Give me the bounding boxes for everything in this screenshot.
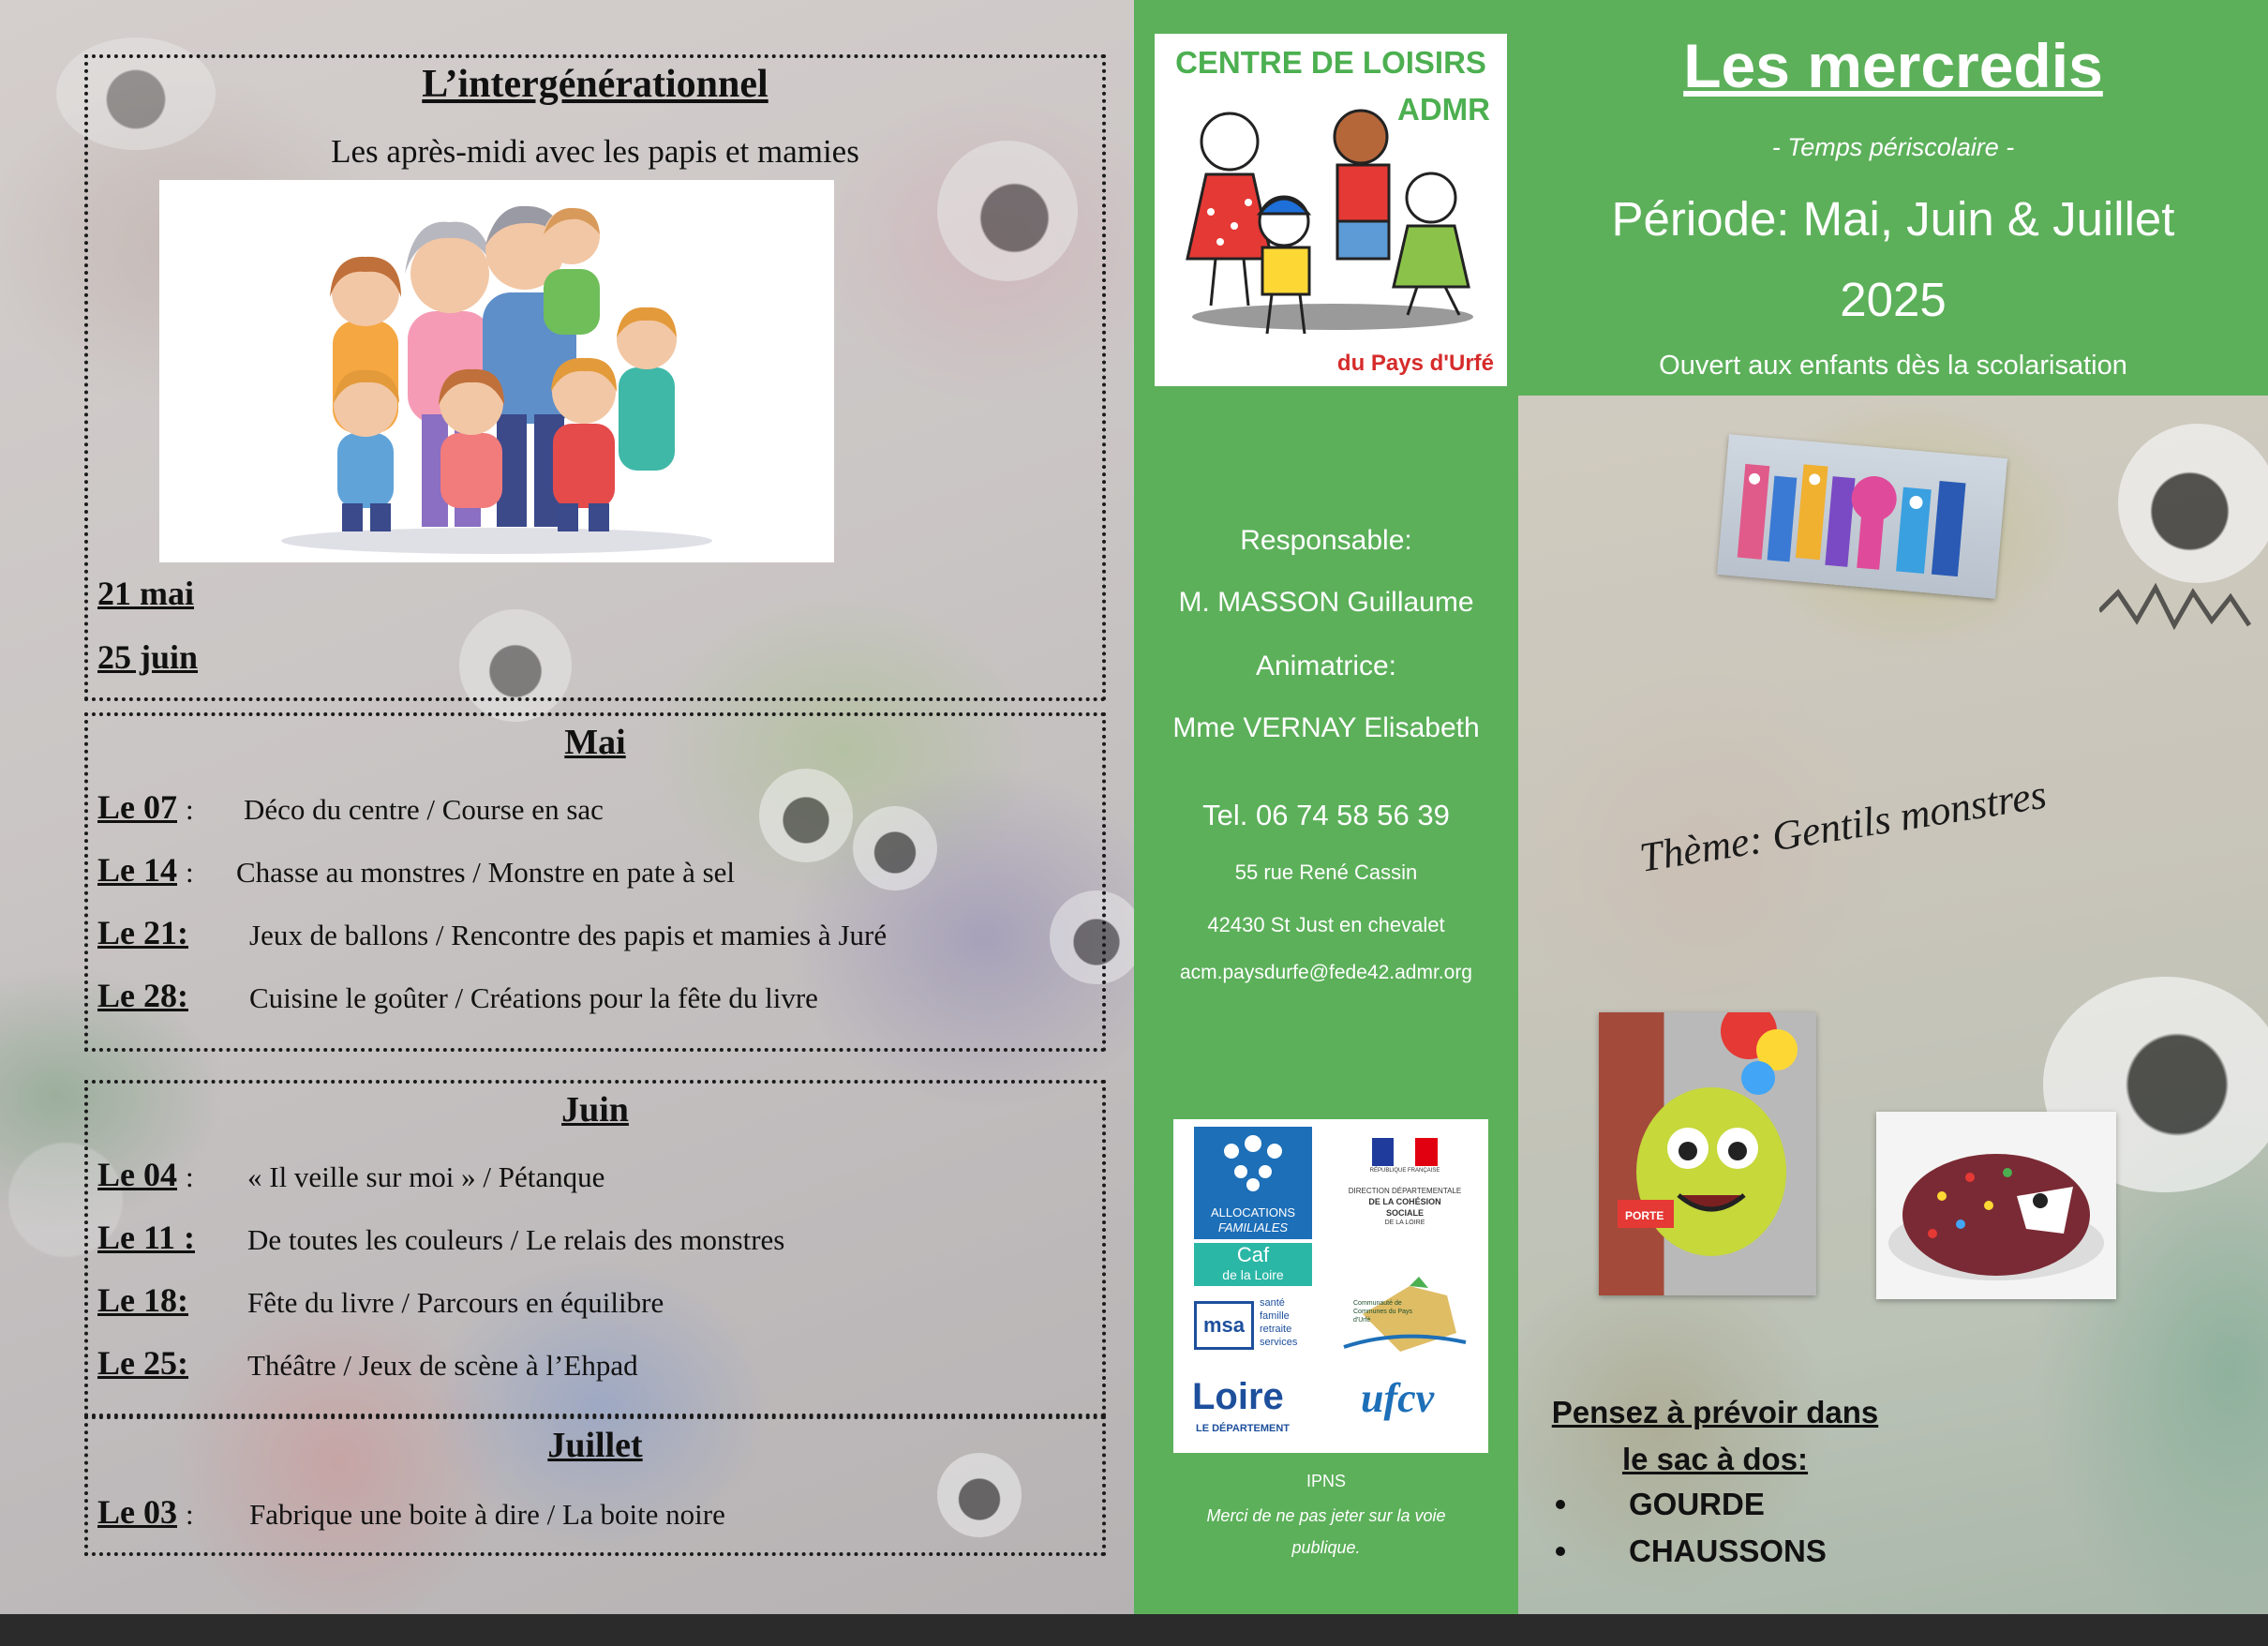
ipns-label: IPNS — [1306, 1472, 1346, 1490]
row-date: Le 11 : — [97, 1219, 195, 1256]
row-sep: : — [186, 1498, 194, 1531]
bag-title: Pensez à prévoir dans — [1551, 1395, 1879, 1429]
page-subtitle: - Temps périscolaire - — [1771, 133, 2015, 161]
mai-title: Mai — [564, 723, 626, 762]
bullet-icon — [1556, 1500, 1565, 1509]
address-line2: 42430 St Just en chevalet — [1207, 913, 1445, 936]
theme-text: Thème: Gentils monstres — [1636, 771, 2050, 881]
page-title: Les mercredis — [1683, 31, 2103, 100]
grandparents-illustration — [159, 180, 834, 562]
msa-line: services — [1260, 1337, 1298, 1348]
intergenerational-subtitle: Les après-midi avec les papis et mamies — [331, 133, 859, 170]
cc-line: Communauté de Communes du Pays d'Urfé — [1353, 1300, 1413, 1324]
monsters-photo — [1717, 434, 2007, 598]
row-activity: De toutes les couleurs / Le relais des monstres — [247, 1223, 785, 1256]
year-text: 2025 — [1840, 273, 1947, 326]
door-monster-photo — [1599, 1012, 1816, 1295]
row-activity: « Il veille sur moi » / Pétanque — [247, 1160, 605, 1193]
responsable-label: Responsable: — [1240, 525, 1412, 556]
period-text: Période: Mai, Juin & Juillet — [1611, 192, 2175, 246]
logo-line3: du Pays d'Urfé — [1336, 351, 1494, 376]
bag-item-label: CHAUSSONS — [1629, 1534, 1827, 1568]
ufcv-logo: ufcv — [1361, 1375, 1435, 1421]
family-icon — [1194, 1127, 1312, 1202]
logo-line1: CENTRE DE LOISIRS — [1175, 45, 1486, 80]
cake-drawing — [1876, 1112, 2116, 1299]
row-date: Le 21: — [97, 914, 188, 951]
monster-cake-photo — [1876, 1112, 2116, 1299]
row-date: Le 14 — [97, 851, 177, 889]
caf-line2: FAMILIALES — [1217, 1220, 1289, 1234]
zigzag-mouth-decoration — [2099, 574, 2268, 649]
caf-emblem — [1194, 1127, 1312, 1239]
footer-note: Merci de ne pas jeter sur la voie publique. — [1206, 1506, 1446, 1557]
marianne-flag — [1372, 1138, 1438, 1166]
cc-logo — [1335, 1277, 1475, 1361]
bag-item-label: GOURDE — [1629, 1487, 1765, 1521]
ddcs-line1: DIRECTION DÉPARTEMENTALE — [1348, 1187, 1462, 1195]
logo-line2: ADMR — [1397, 92, 1490, 127]
middle-panel — [1134, 0, 1518, 1614]
row-date: Le 25: — [97, 1344, 188, 1382]
caf-name-block — [1194, 1243, 1312, 1286]
animatrice-label: Animatrice: — [1255, 651, 1397, 681]
juillet-title: Juillet — [547, 1426, 643, 1465]
ddcs-line2: DE LA COHÉSION — [1368, 1197, 1441, 1206]
row-sep: : — [186, 1160, 194, 1193]
ddcs-line4: DE LA LOIRE — [1384, 1220, 1425, 1226]
loire-name: Loire — [1192, 1376, 1284, 1417]
partners-logos — [1173, 1119, 1488, 1453]
animatrice-name: Mme VERNAY Elisabeth — [1172, 712, 1480, 743]
ddcs-line3: SOCIALE — [1385, 1208, 1424, 1218]
msa-line: famille — [1260, 1310, 1290, 1322]
row-sep: : — [186, 793, 194, 826]
row-date: Le 18: — [97, 1281, 188, 1319]
right-header — [1518, 0, 2268, 396]
ddcs-logo — [1335, 1138, 1475, 1232]
loire-logo — [1192, 1376, 1333, 1442]
kids-drawing — [1155, 34, 1507, 386]
door-sign: PORTE — [1625, 1209, 1664, 1222]
row-date: Le 28: — [97, 977, 188, 1014]
email-link[interactable]: acm.paysdurfe@fede42.admr.org — [1180, 962, 1472, 983]
bullet-icon — [1556, 1547, 1565, 1556]
left-panel — [0, 0, 1134, 1614]
rf-line: RÉPUBLIQUE FRANÇAISE — [1369, 1168, 1440, 1174]
row-activity: Cuisine le goûter / Créations pour la fête du livre — [249, 981, 818, 1014]
row-activity: Chasse au monstres / Monstre en pate à sel — [236, 856, 736, 889]
green-monster-drawing — [1599, 1012, 1816, 1295]
juin-title: Juin — [561, 1090, 629, 1130]
intergenerational-date: 25 juin — [97, 638, 199, 676]
caf-sub: de la Loire — [1222, 1267, 1284, 1282]
msa-line: santé — [1260, 1297, 1285, 1309]
row-date: Le 04 — [97, 1156, 177, 1193]
admr-logo — [1155, 34, 1507, 386]
telephone: Tel. 06 74 58 56 39 — [1202, 799, 1450, 831]
msa-name: msa — [1194, 1301, 1254, 1350]
address-line1: 55 rue René Cassin — [1234, 860, 1418, 884]
row-activity: Théâtre / Jeux de scène à l’Ehpad — [247, 1349, 638, 1382]
row-activity: Fabrique une boite à dire / La boite noire — [249, 1498, 725, 1531]
caf-line1: ALLOCATIONS — [1210, 1205, 1296, 1220]
caf-name: Caf — [1236, 1243, 1270, 1266]
bag-title: le sac à dos: — [1621, 1442, 1809, 1476]
msa-logo — [1194, 1295, 1312, 1352]
family-drawing — [159, 180, 834, 562]
open-text: Ouvert aux enfants dès la scolarisation — [1659, 351, 2127, 381]
row-date: Le 03 — [97, 1493, 177, 1531]
row-sep: : — [186, 856, 194, 889]
row-date: Le 07 — [97, 788, 177, 826]
intergenerational-date: 21 mai — [97, 575, 194, 612]
row-activity: Jeux de ballons / Rencontre des papis et mamies à Juré — [249, 919, 888, 951]
googly-eye-decoration — [2118, 424, 2268, 583]
row-activity: Déco du centre / Course en sac — [244, 793, 604, 826]
intergenerational-title: L’intergénérationnel — [422, 63, 768, 106]
right-photo-panel — [1518, 396, 2268, 1614]
row-activity: Fête du livre / Parcours en équilibre — [247, 1286, 664, 1319]
caf-logo — [1194, 1127, 1312, 1286]
responsable-name: M. MASSON Guillaume — [1178, 587, 1474, 618]
paper-monsters-drawing — [1717, 434, 2007, 598]
loire-sub: LE DÉPARTEMENT — [1196, 1423, 1291, 1434]
msa-line: retraite — [1260, 1324, 1292, 1335]
